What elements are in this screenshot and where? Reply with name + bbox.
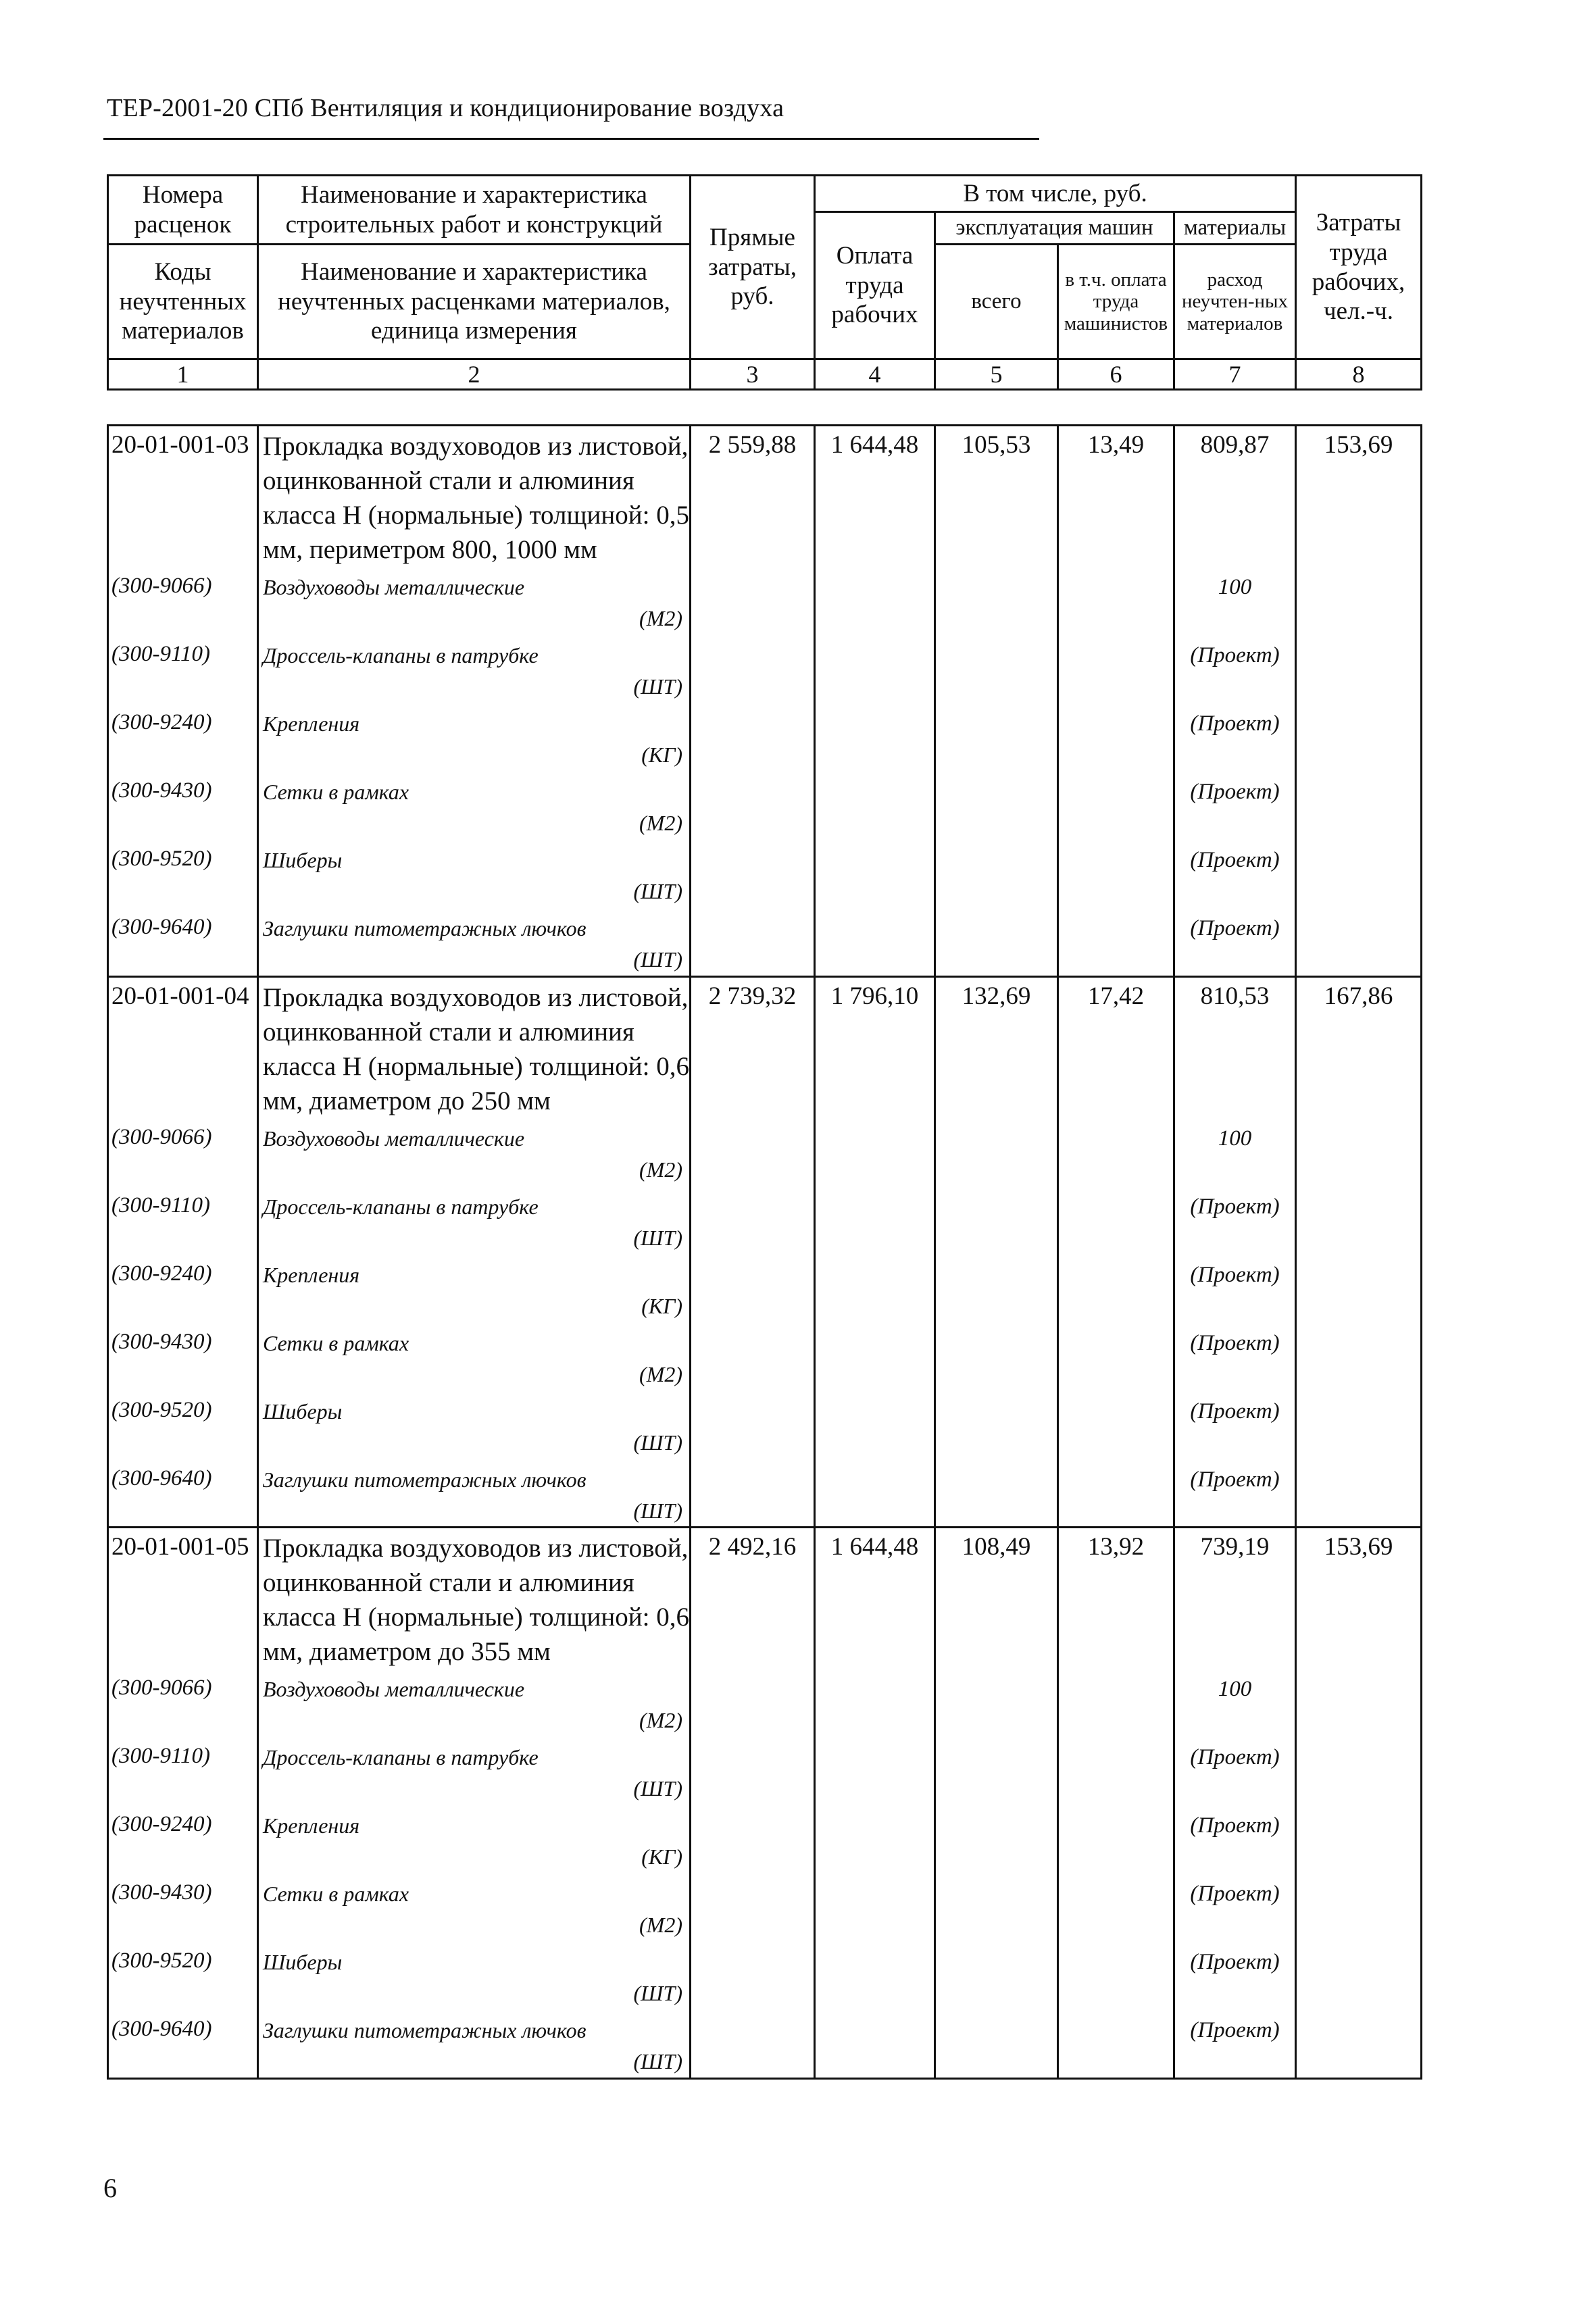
empty-cell — [815, 772, 935, 840]
material-code: (300-9430) — [108, 772, 258, 840]
empty-cell — [1296, 772, 1422, 840]
material-row — [108, 772, 1422, 840]
material-unit: (М2) — [639, 1361, 682, 1386]
material-row — [108, 840, 1422, 908]
machines-total-value: 105,53 — [935, 426, 1058, 568]
material-description — [258, 1737, 691, 1805]
material-row — [108, 2010, 1422, 2078]
empty-cell — [935, 1459, 1058, 1528]
material-consumption: (Проект) — [1174, 2010, 1296, 2078]
rate-row — [108, 1528, 1422, 1669]
material-row — [108, 1323, 1422, 1391]
empty-cell — [1296, 703, 1422, 772]
header-col-number: 4 — [815, 359, 935, 390]
empty-cell — [1296, 635, 1422, 703]
empty-cell — [1296, 1459, 1422, 1528]
empty-cell — [691, 772, 815, 840]
material-description — [258, 1805, 691, 1873]
empty-cell — [1296, 1118, 1422, 1186]
material-unit: (ШТ) — [633, 1225, 682, 1250]
empty-cell — [1058, 567, 1174, 635]
material-description — [258, 908, 691, 976]
empty-cell — [1058, 1737, 1174, 1805]
material-unit: (КГ) — [641, 1844, 682, 1869]
rate-code: 20-01-001-04 — [108, 976, 258, 1118]
material-code: (300-9066) — [108, 567, 258, 635]
material-code: (300-9110) — [108, 635, 258, 703]
material-name: Воздуховоды металлические — [263, 1677, 525, 1701]
empty-cell — [815, 1391, 935, 1459]
empty-cell — [815, 2010, 935, 2078]
rate-row — [108, 976, 1422, 1118]
material-row — [108, 908, 1422, 976]
material-row — [108, 1459, 1422, 1528]
material-name: Сетки в рамках — [263, 780, 409, 804]
material-unit: (ШТ) — [633, 2049, 682, 2073]
machinists-pay-value: 13,92 — [1058, 1528, 1174, 1669]
direct-costs-value: 2 739,32 — [691, 976, 815, 1118]
material-description — [258, 1669, 691, 1737]
material-unit: (ШТ) — [633, 674, 682, 699]
empty-cell — [1058, 1942, 1174, 2010]
empty-cell — [815, 703, 935, 772]
material-consumption: (Проект) — [1174, 1805, 1296, 1873]
machines-total-value: 132,69 — [935, 976, 1058, 1118]
empty-cell — [935, 703, 1058, 772]
material-unit: (ШТ) — [633, 879, 682, 903]
empty-cell — [691, 635, 815, 703]
rate-description: Прокладка воздуховодов из листовой, оцинкованной стали и алюминия класса Н (нормальные) толщиной: 0,6 мм, диаметром до 250 мм — [258, 976, 691, 1118]
material-code: (300-9240) — [108, 1805, 258, 1873]
material-name: Дроссель-клапаны в патрубке — [263, 1745, 539, 1769]
material-code: (300-9110) — [108, 1186, 258, 1255]
material-unit: (М2) — [639, 811, 682, 835]
material-description — [258, 635, 691, 703]
material-name: Воздуховоды металлические — [263, 575, 525, 599]
header-col-number: 6 — [1058, 359, 1174, 390]
empty-cell — [1296, 1873, 1422, 1942]
empty-cell — [815, 1805, 935, 1873]
header-machines: эксплуатация машин — [935, 212, 1174, 245]
material-description — [258, 1255, 691, 1323]
rates-table — [107, 424, 1422, 2080]
empty-cell — [935, 635, 1058, 703]
header-including: В том числе, руб. — [815, 176, 1296, 212]
page-number: 6 — [103, 2173, 117, 2203]
header-rate-numbers: Номера расценок — [108, 176, 258, 245]
empty-cell — [935, 1805, 1058, 1873]
empty-cell — [1296, 567, 1422, 635]
empty-cell — [1296, 1942, 1422, 2010]
empty-cell — [935, 1391, 1058, 1459]
material-name: Сетки в рамках — [263, 1330, 409, 1355]
material-consumption: (Проект) — [1174, 772, 1296, 840]
material-code: (300-9240) — [108, 1255, 258, 1323]
material-name: Заглушки питометражных лючков — [263, 916, 587, 940]
empty-cell — [935, 1118, 1058, 1186]
empty-cell — [815, 567, 935, 635]
empty-cell — [691, 1323, 815, 1391]
empty-cell — [691, 1669, 815, 1737]
material-description — [258, 567, 691, 635]
empty-cell — [1058, 703, 1174, 772]
labor-pay-value: 1 796,10 — [815, 976, 935, 1118]
rate-code: 20-01-001-03 — [108, 426, 258, 568]
machinists-pay-value: 13,49 — [1058, 426, 1174, 568]
empty-cell — [815, 908, 935, 976]
material-name: Шиберы — [263, 848, 343, 872]
labor-pay-value: 1 644,48 — [815, 1528, 935, 1669]
material-consumption: (Проект) — [1174, 1737, 1296, 1805]
materials-value: 809,87 — [1174, 426, 1296, 568]
material-consumption: (Проект) — [1174, 1255, 1296, 1323]
labor-hours-value: 167,86 — [1296, 976, 1422, 1118]
empty-cell — [1058, 908, 1174, 976]
material-row — [108, 1186, 1422, 1255]
empty-cell — [815, 1323, 935, 1391]
header-col-number: 2 — [258, 359, 691, 390]
empty-cell — [691, 1459, 815, 1528]
empty-cell — [935, 908, 1058, 976]
material-description — [258, 1323, 691, 1391]
empty-cell — [935, 1873, 1058, 1942]
material-code: (300-9066) — [108, 1118, 258, 1186]
material-name: Дроссель-клапаны в патрубке — [263, 1194, 539, 1219]
header-labor-hours: Затраты труда рабочих, чел.-ч. — [1296, 176, 1422, 359]
material-consumption: (Проект) — [1174, 908, 1296, 976]
empty-cell — [691, 840, 815, 908]
empty-cell — [935, 1737, 1058, 1805]
empty-cell — [1296, 908, 1422, 976]
empty-cell — [815, 1669, 935, 1737]
table-header — [107, 174, 1422, 391]
material-unit: (ШТ) — [633, 1981, 682, 2005]
empty-cell — [691, 2010, 815, 2078]
empty-cell — [935, 1255, 1058, 1323]
material-code: (300-9640) — [108, 908, 258, 976]
empty-cell — [935, 772, 1058, 840]
empty-cell — [815, 1459, 935, 1528]
header-machinists-pay: в т.ч. оплата труда машинистов — [1058, 245, 1174, 359]
material-unit: (КГ) — [641, 1293, 682, 1318]
material-code: (300-9640) — [108, 1459, 258, 1528]
empty-cell — [1058, 1323, 1174, 1391]
material-description — [258, 1459, 691, 1528]
material-consumption: (Проект) — [1174, 1942, 1296, 2010]
material-row — [108, 1669, 1422, 1737]
empty-cell — [1058, 635, 1174, 703]
rate-description: Прокладка воздуховодов из листовой, оцинкованной стали и алюминия класса Н (нормальные) толщиной: 0,6 мм, диаметром до 355 мм — [258, 1528, 691, 1669]
empty-cell — [1058, 840, 1174, 908]
material-row — [108, 1737, 1422, 1805]
empty-cell — [935, 567, 1058, 635]
material-row — [108, 1255, 1422, 1323]
empty-cell — [1058, 1118, 1174, 1186]
empty-cell — [935, 1186, 1058, 1255]
empty-cell — [691, 1186, 815, 1255]
empty-cell — [691, 703, 815, 772]
header-col-number: 3 — [691, 359, 815, 390]
material-row — [108, 1873, 1422, 1942]
empty-cell — [815, 1737, 935, 1805]
rate-row — [108, 426, 1422, 568]
header-material-codes: Коды неучтенных материалов — [108, 245, 258, 359]
empty-cell — [815, 840, 935, 908]
material-name: Заглушки питометражных лючков — [263, 1467, 587, 1492]
header-col-number: 1 — [108, 359, 258, 390]
header-materials-use: расход неучтен-ных материалов — [1174, 245, 1296, 359]
empty-cell — [691, 1942, 815, 2010]
empty-cell — [1058, 1873, 1174, 1942]
empty-cell — [815, 1873, 935, 1942]
empty-cell — [935, 1942, 1058, 2010]
empty-cell — [691, 1805, 815, 1873]
material-description — [258, 1186, 691, 1255]
empty-cell — [1058, 772, 1174, 840]
header-direct-costs: Прямые затраты, руб. — [691, 176, 815, 359]
material-name: Шиберы — [263, 1399, 343, 1424]
empty-cell — [691, 1255, 815, 1323]
materials-value: 810,53 — [1174, 976, 1296, 1118]
material-code: (300-9520) — [108, 1942, 258, 2010]
material-unit: (ШТ) — [633, 1498, 682, 1523]
header-material-name: Наименование и характеристика неучтенных расценками материалов, единица измерения — [258, 245, 691, 359]
material-unit: (М2) — [639, 1708, 682, 1732]
empty-cell — [815, 1186, 935, 1255]
rate-description: Прокладка воздуховодов из листовой, оцинкованной стали и алюминия класса Н (нормальные) толщиной: 0,5 мм, периметром 800, 1000 мм — [258, 426, 691, 568]
empty-cell — [815, 635, 935, 703]
material-description — [258, 2010, 691, 2078]
header-labor-pay: Оплата труда рабочих — [815, 212, 935, 359]
material-row — [108, 1391, 1422, 1459]
material-name: Воздуховоды металлические — [263, 1126, 525, 1151]
material-description — [258, 1873, 691, 1942]
material-code: (300-9240) — [108, 703, 258, 772]
empty-cell — [1296, 1186, 1422, 1255]
empty-cell — [1296, 1805, 1422, 1873]
labor-hours-value: 153,69 — [1296, 426, 1422, 568]
material-consumption: (Проект) — [1174, 1873, 1296, 1942]
material-consumption: (Проект) — [1174, 703, 1296, 772]
material-consumption: 100 — [1174, 567, 1296, 635]
material-name: Дроссель-клапаны в патрубке — [263, 643, 539, 668]
material-description — [258, 772, 691, 840]
material-unit: (ШТ) — [633, 947, 682, 972]
material-unit: (ШТ) — [633, 1776, 682, 1801]
empty-cell — [1058, 1391, 1174, 1459]
title-rule — [103, 138, 1039, 140]
material-description — [258, 1391, 691, 1459]
header-machines-total: всего — [935, 245, 1058, 359]
material-unit: (КГ) — [641, 743, 682, 767]
empty-cell — [1296, 1323, 1422, 1391]
material-consumption: (Проект) — [1174, 1186, 1296, 1255]
rate-code: 20-01-001-05 — [108, 1528, 258, 1669]
material-name: Крепления — [263, 711, 360, 736]
empty-cell — [691, 908, 815, 976]
header-col-number: 5 — [935, 359, 1058, 390]
material-row — [108, 635, 1422, 703]
material-name: Шиберы — [263, 1950, 343, 1974]
empty-cell — [691, 1737, 815, 1805]
empty-cell — [815, 1118, 935, 1186]
material-code: (300-9640) — [108, 2010, 258, 2078]
material-unit: (ШТ) — [633, 1430, 682, 1455]
empty-cell — [1058, 2010, 1174, 2078]
material-code: (300-9066) — [108, 1669, 258, 1737]
material-unit: (М2) — [639, 1913, 682, 1937]
labor-pay-value: 1 644,48 — [815, 426, 935, 568]
material-consumption: (Проект) — [1174, 1391, 1296, 1459]
material-consumption: (Проект) — [1174, 1323, 1296, 1391]
material-name: Заглушки питометражных лючков — [263, 2018, 587, 2042]
direct-costs-value: 2 559,88 — [691, 426, 815, 568]
material-unit: (М2) — [639, 1157, 682, 1182]
material-consumption: 100 — [1174, 1118, 1296, 1186]
empty-cell — [935, 840, 1058, 908]
material-consumption: (Проект) — [1174, 1459, 1296, 1528]
machines-total-value: 108,49 — [935, 1528, 1058, 1669]
material-row — [108, 703, 1422, 772]
material-description — [258, 1118, 691, 1186]
material-row — [108, 567, 1422, 635]
empty-cell — [691, 1391, 815, 1459]
empty-cell — [691, 1873, 815, 1942]
empty-cell — [1296, 840, 1422, 908]
material-row — [108, 1805, 1422, 1873]
material-code: (300-9520) — [108, 840, 258, 908]
header-materials: материалы — [1174, 212, 1296, 245]
empty-cell — [1058, 1186, 1174, 1255]
material-name: Сетки в рамках — [263, 1882, 409, 1906]
header-col-number: 8 — [1296, 359, 1422, 390]
material-code: (300-9520) — [108, 1391, 258, 1459]
document-title: ТЕР-2001-20 СПб Вентиляция и кондиционирование воздуха — [107, 94, 784, 122]
material-row — [108, 1118, 1422, 1186]
material-row — [108, 1942, 1422, 2010]
empty-cell — [1296, 1391, 1422, 1459]
machinists-pay-value: 17,42 — [1058, 976, 1174, 1118]
material-name: Крепления — [263, 1813, 360, 1838]
empty-cell — [691, 1118, 815, 1186]
materials-value: 739,19 — [1174, 1528, 1296, 1669]
labor-hours-value: 153,69 — [1296, 1528, 1422, 1669]
direct-costs-value: 2 492,16 — [691, 1528, 815, 1669]
material-code: (300-9430) — [108, 1323, 258, 1391]
material-consumption: 100 — [1174, 1669, 1296, 1737]
material-unit: (М2) — [639, 606, 682, 630]
material-consumption: (Проект) — [1174, 840, 1296, 908]
material-description — [258, 840, 691, 908]
empty-cell — [1058, 1669, 1174, 1737]
material-code: (300-9110) — [108, 1737, 258, 1805]
empty-cell — [935, 1669, 1058, 1737]
empty-cell — [1296, 1669, 1422, 1737]
empty-cell — [1058, 1255, 1174, 1323]
empty-cell — [691, 567, 815, 635]
empty-cell — [1296, 2010, 1422, 2078]
empty-cell — [1296, 1737, 1422, 1805]
empty-cell — [935, 2010, 1058, 2078]
empty-cell — [815, 1942, 935, 2010]
material-code: (300-9430) — [108, 1873, 258, 1942]
material-consumption: (Проект) — [1174, 635, 1296, 703]
empty-cell — [815, 1255, 935, 1323]
material-description — [258, 1942, 691, 2010]
material-description — [258, 703, 691, 772]
empty-cell — [1058, 1459, 1174, 1528]
header-work-name: Наименование и характеристика строительных работ и конструкций — [258, 176, 691, 245]
empty-cell — [935, 1323, 1058, 1391]
empty-cell — [1058, 1805, 1174, 1873]
header-col-number: 7 — [1174, 359, 1296, 390]
material-name: Крепления — [263, 1262, 360, 1287]
empty-cell — [1296, 1255, 1422, 1323]
